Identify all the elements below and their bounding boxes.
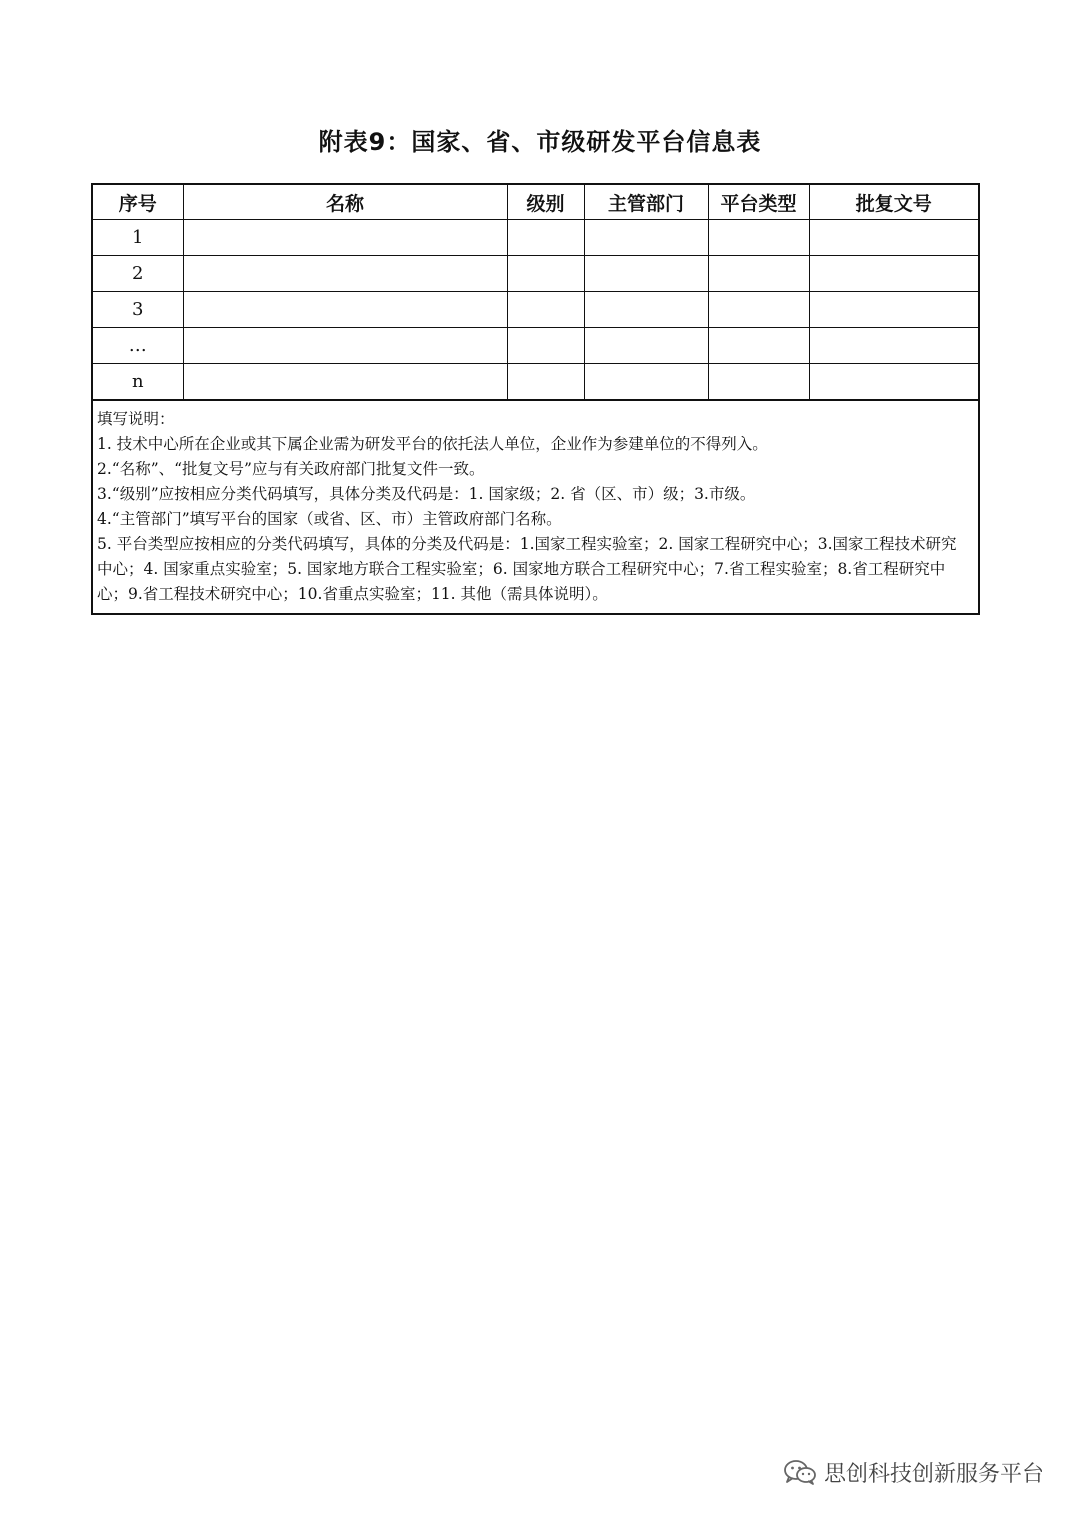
instruction-item: 1. 技术中心所在企业或其下属企业需为研发平台的依托法人单位，企业作为参建单位的不得列入。 xyxy=(97,435,768,453)
wechat-icon xyxy=(782,1458,818,1486)
row-index: … xyxy=(93,328,183,364)
cell-approval-number[interactable] xyxy=(809,364,978,400)
cell-approval-number[interactable] xyxy=(809,256,978,292)
instructions-block xyxy=(93,400,978,613)
cell-platform-type[interactable] xyxy=(708,256,809,292)
cell-department[interactable] xyxy=(584,328,708,364)
cell-name[interactable] xyxy=(183,292,507,328)
cell-platform-type[interactable] xyxy=(708,328,809,364)
table-row xyxy=(93,256,978,292)
table-row xyxy=(93,364,978,400)
cell-platform-type[interactable] xyxy=(708,292,809,328)
instruction-item: 4.“主管部门”填写平台的国家（或省、区、市）主管政府部门名称。 xyxy=(97,510,562,528)
cell-name[interactable] xyxy=(183,364,507,400)
cell-approval-number[interactable] xyxy=(809,220,978,256)
header-platform-type: 平台类型 xyxy=(708,185,809,220)
row-index: n xyxy=(93,364,183,400)
header-approval-number: 批复文号 xyxy=(809,185,978,220)
cell-name[interactable] xyxy=(183,256,507,292)
info-table xyxy=(93,185,978,400)
cell-name[interactable] xyxy=(183,328,507,364)
table-row xyxy=(93,328,978,364)
cell-level[interactable] xyxy=(507,256,584,292)
instructions-heading: 填写说明： xyxy=(97,410,175,428)
cell-level[interactable] xyxy=(507,292,584,328)
cell-department[interactable] xyxy=(584,364,708,400)
cell-level[interactable] xyxy=(507,220,584,256)
cell-platform-type[interactable] xyxy=(708,220,809,256)
cell-department[interactable] xyxy=(584,220,708,256)
instruction-item: 2.“名称”、“批复文号”应与有关政府部门批复文件一致。 xyxy=(97,460,485,478)
cell-level[interactable] xyxy=(507,328,584,364)
header-department: 主管部门 xyxy=(584,185,708,220)
cell-level[interactable] xyxy=(507,364,584,400)
watermark xyxy=(782,1456,1044,1488)
cell-approval-number[interactable] xyxy=(809,292,978,328)
table-row xyxy=(93,292,978,328)
row-index: 2 xyxy=(93,256,183,292)
row-index: 1 xyxy=(93,220,183,256)
row-index: 3 xyxy=(93,292,183,328)
instruction-item: 3.“级别”应按相应分类代码填写，具体分类及代码是：1. 国家级；2. 省（区、市）级；3.市级。 xyxy=(97,485,756,503)
watermark-text: 思创科技创新服务平台 xyxy=(823,1461,1044,1487)
cell-department[interactable] xyxy=(584,292,708,328)
header-row xyxy=(93,185,978,220)
cell-department[interactable] xyxy=(584,256,708,292)
instruction-item: 5. 平台类型应按相应的分类代码填写，具体的分类及代码是：1.国家工程实验室；2. 国家工程研究中心；3.国家工程技术研究中心；4. 国家重点实验室；5. 国家地方联合工程实验室；6. 国家地方联合工程研究中心；7.省工程实验室；8.省工程研究中心；9.省工程技术研究中心；10.省重点实验室；11. 其他（需具体说明）。 xyxy=(97,535,957,603)
cell-approval-number[interactable] xyxy=(809,328,978,364)
cell-platform-type[interactable] xyxy=(708,364,809,400)
cell-name[interactable] xyxy=(183,220,507,256)
page-title: 附表9：国家、省、市级研发平台信息表 xyxy=(318,128,762,156)
info-form xyxy=(91,183,980,615)
table-row xyxy=(93,220,978,256)
header-index: 序号 xyxy=(93,185,183,220)
header-level: 级别 xyxy=(507,185,584,220)
header-name: 名称 xyxy=(183,185,507,220)
